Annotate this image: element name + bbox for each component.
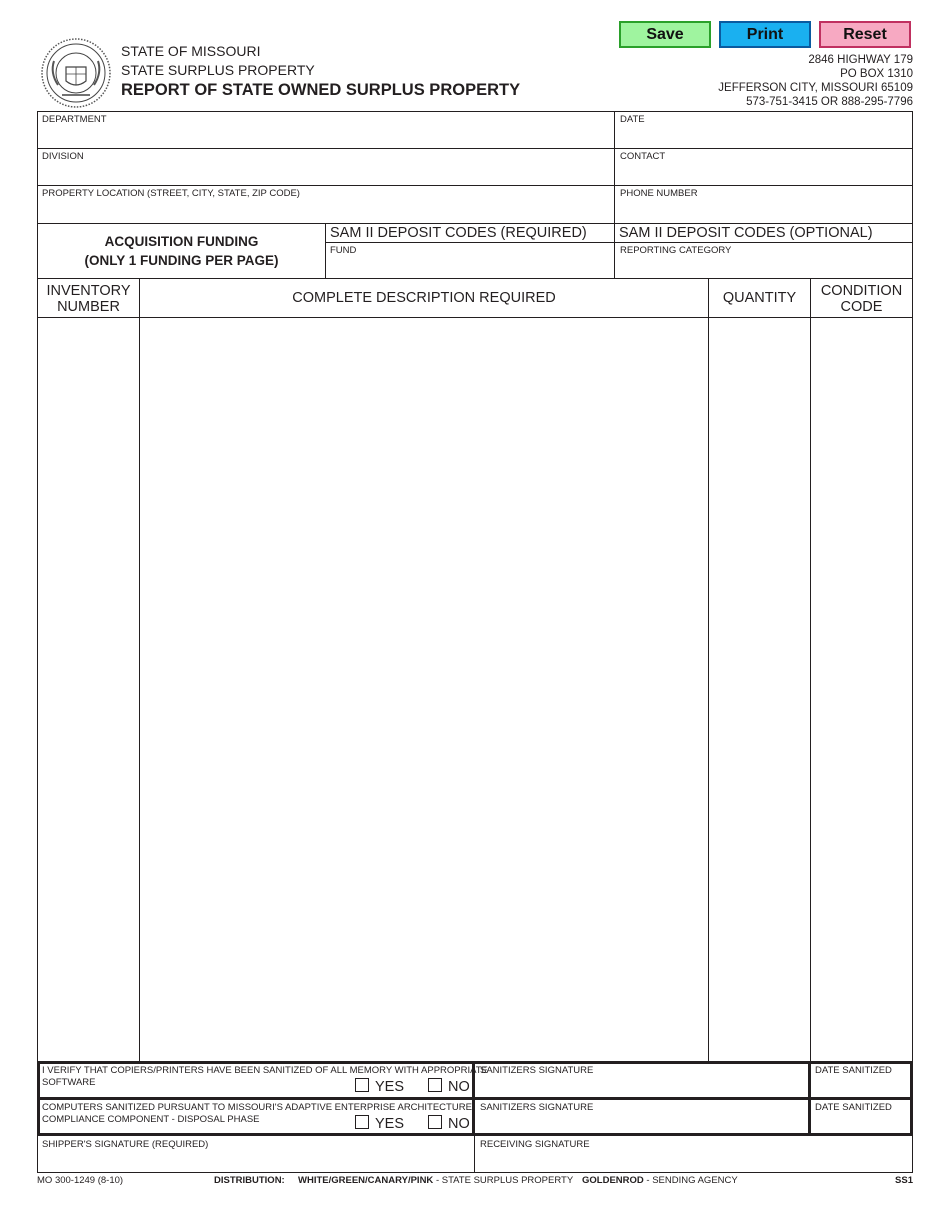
acquisition-funding-label: ACQUISITION FUNDING (ONLY 1 FUNDING PER PAGE) [84,234,279,268]
col-quantity: QUANTITY [722,290,797,306]
reporting-category-label: REPORTING CATEGORY [620,245,732,256]
computers-no-checkbox[interactable] [428,1115,442,1129]
reset-button[interactable]: Reset [819,21,911,48]
date-input[interactable] [620,127,908,146]
receiving-signature-input[interactable] [480,1151,908,1170]
computers-yes-checkbox[interactable] [355,1115,369,1129]
missouri-state-seal-icon [40,37,112,109]
address-street: 2846 HIGHWAY 179 [808,54,913,66]
receiving-signature-label: RECEIVING SIGNATURE [480,1139,590,1150]
header-state: STATE OF MISSOURI [121,43,261,59]
copiers-no-label: NO [448,1079,470,1095]
computers-text-1: COMPUTERS SANITIZED PURSUANT TO MISSOURI'S ADAPTIVE ENTERPRISE ARCHITECTURE [42,1102,472,1113]
reporting-category-input[interactable] [620,258,908,276]
property-location-label: PROPERTY LOCATION (STREET, CITY, STATE, ZIP CODE) [42,188,300,199]
col-inventory-number: INVENTORY NUMBER [46,283,131,315]
description-input[interactable] [143,320,705,1058]
form-title: REPORT OF STATE OWNED SURPLUS PROPERTY [121,81,521,99]
sanitizer-signature-label-1: SANITIZERS SIGNATURE [480,1065,594,1076]
date-sanitized-input-2[interactable] [815,1114,907,1132]
computers-yes-label: YES [375,1116,405,1132]
copiers-no-checkbox[interactable] [428,1078,442,1092]
address-pobox: PO BOX 1310 [840,68,913,80]
sam-optional-title: SAM II DEPOSIT CODES (OPTIONAL) [619,225,873,241]
division-input[interactable] [42,164,610,183]
division-label: DIVISION [42,151,84,162]
sam-required-title: SAM II DEPOSIT CODES (REQUIRED) [330,225,587,241]
address-city: JEFFERSON CITY, MISSOURI 65109 [718,82,913,94]
computers-text-2: COMPLIANCE COMPONENT - DISPOSAL PHASE [42,1114,260,1125]
fund-label: FUND [330,245,357,256]
distribution-white: WHITE/GREEN/CANARY/PINK - STATE SURPLUS PROPERTY [298,1175,574,1186]
copiers-text-2: SOFTWARE [42,1077,96,1088]
department-label: DEPARTMENT [42,114,107,125]
department-input[interactable] [42,127,610,146]
form-number: MO 300-1249 (8-10) [37,1175,124,1186]
fund-input[interactable] [330,258,610,276]
col-description: COMPLETE DESCRIPTION REQUIRED [292,290,556,306]
sanitizer-signature-input-1[interactable] [480,1077,804,1095]
inventory-number-input[interactable] [41,320,137,1058]
computers-no-label: NO [448,1116,470,1132]
contact-input[interactable] [620,164,908,183]
copiers-yes-checkbox[interactable] [355,1078,369,1092]
quantity-input[interactable] [712,320,807,1058]
condition-code-input[interactable] [814,320,909,1058]
contact-label: CONTACT [620,151,666,162]
form-code: SS1 [895,1175,913,1186]
copiers-text-1: I VERIFY THAT COPIERS/PRINTERS HAVE BEEN SANITIZED OF ALL MEMORY WITH APPROPRIATE [42,1065,488,1076]
phone-number-input[interactable] [620,201,908,220]
header-agency: STATE SURPLUS PROPERTY [121,62,315,78]
address-phone: 573-751-3415 OR 888-295-7796 [746,96,913,108]
print-button[interactable]: Print [719,21,811,48]
distribution-goldenrod: GOLDENROD - SENDING AGENCY [582,1175,738,1186]
property-location-input[interactable] [42,201,610,220]
distribution-label: DISTRIBUTION: [214,1175,285,1186]
shipper-signature-input[interactable] [42,1151,470,1170]
phone-number-label: PHONE NUMBER [620,188,698,199]
date-sanitized-label-2: DATE SANITIZED [815,1102,892,1113]
sanitizer-signature-input-2[interactable] [480,1114,804,1132]
copiers-yes-label: YES [375,1079,405,1095]
col-condition-code: CONDITION CODE [820,283,903,315]
save-button[interactable]: Save [619,21,711,48]
shipper-signature-label: SHIPPER'S SIGNATURE (REQUIRED) [42,1139,209,1150]
date-sanitized-input-1[interactable] [815,1077,907,1095]
date-sanitized-label-1: DATE SANITIZED [815,1065,892,1076]
sanitizer-signature-label-2: SANITIZERS SIGNATURE [480,1102,594,1113]
date-label: DATE [620,114,645,125]
